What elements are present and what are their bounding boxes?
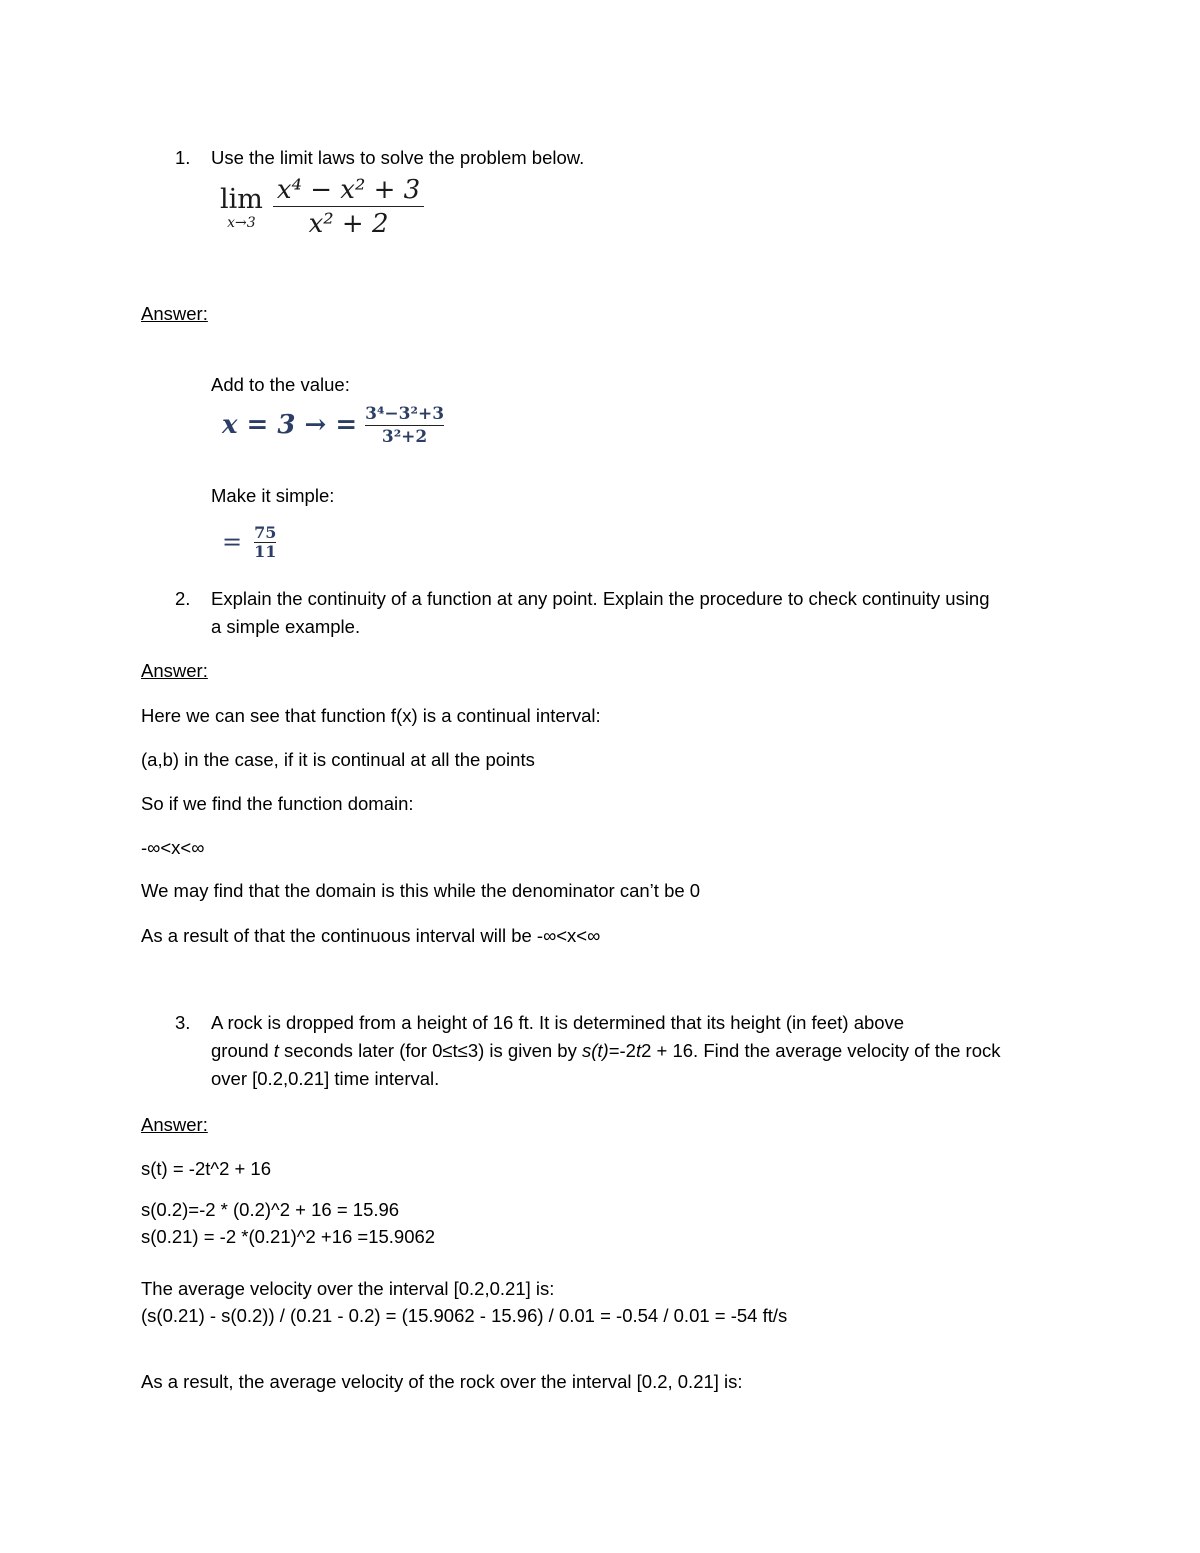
limit-numerator: x⁴ − x² + 3 <box>276 175 421 205</box>
q2-answer-line: Here we can see that function f(x) is a continual interval: <box>141 705 601 726</box>
q2-answer-line: We may find that the domain is this while the denominator can’t be 0 <box>141 880 701 901</box>
q1-number: 1. <box>175 147 191 168</box>
substitution-text: x = 3 → = <box>222 410 358 440</box>
q3-answer-line: As a result, the average velocity of the rock over the interval [0.2, 0.21] is: <box>141 1371 743 1392</box>
q1-step2-label: Make it simple: <box>211 485 335 506</box>
q1-step1-expression <box>222 400 444 450</box>
equals-sign: = <box>222 528 243 556</box>
limit-subscript: x→3 <box>227 214 256 231</box>
q3-answer-line: s(0.2)=-2 * (0.2)^2 + 16 = 15.96 <box>141 1199 400 1220</box>
substitution-numerator: 3⁴−3²+3 <box>365 403 445 424</box>
q3-answer-line: The average velocity over the interval [0.2,0.21] is: <box>141 1278 555 1299</box>
q3-text-line2: ground t seconds later (for 0≤t≤3) is given by s(t)=-2t2 + 16. Find the average velocity of the rock <box>211 1040 1001 1061</box>
q2-answer-line: (a,b) in the case, if it is continual at all the points <box>141 749 535 770</box>
result-numerator: 75 <box>254 522 277 542</box>
substitution-denominator: 3²+2 <box>381 426 428 447</box>
q3-answer-label: Answer: <box>141 1114 208 1135</box>
limit-symbol: lim <box>220 183 263 215</box>
limit-denominator: x² + 2 <box>308 209 389 239</box>
q1-step2-expression <box>222 522 276 562</box>
q2-answer-label: Answer: <box>141 660 208 681</box>
q2-answer-line: As a result of that the continuous interval will be -∞<x<∞ <box>141 925 601 946</box>
q3-text-line1: A rock is dropped from a height of 16 ft. It is determined that its height (in feet) above <box>211 1012 905 1033</box>
q2-text-line2: a simple example. <box>211 616 361 637</box>
q1-answer-label: Answer: <box>141 303 208 324</box>
q2-number: 2. <box>175 588 191 609</box>
q1-limit-expression <box>220 170 424 245</box>
q3-answer-line: s(0.21) = -2 *(0.21)^2 +16 =15.9062 <box>141 1226 436 1247</box>
q3-number: 3. <box>175 1012 191 1033</box>
limit-fraction <box>273 174 424 241</box>
q3-text-line3: over [0.2,0.21] time interval. <box>211 1068 440 1089</box>
result-denominator: 11 <box>254 541 277 561</box>
result-fraction <box>254 524 276 561</box>
q1-text: Use the limit laws to solve the problem below. <box>211 147 585 168</box>
q1-step1-label: Add to the value: <box>211 374 350 395</box>
q2-answer-line: So if we find the function domain: <box>141 793 414 814</box>
q2-text-line1: Explain the continuity of a function at any point. Explain the procedure to check continuity using <box>211 588 990 609</box>
q3-answer-line: (s(0.21) - s(0.2)) / (0.21 - 0.2) = (15.9062 - 15.96) / 0.01 = -0.54 / 0.01 = -54 ft/s <box>141 1305 788 1326</box>
substitution-fraction <box>365 403 444 448</box>
q3-answer-line: s(t) = -2t^2 + 16 <box>141 1158 272 1179</box>
q2-answer-line: -∞<x<∞ <box>141 837 205 858</box>
